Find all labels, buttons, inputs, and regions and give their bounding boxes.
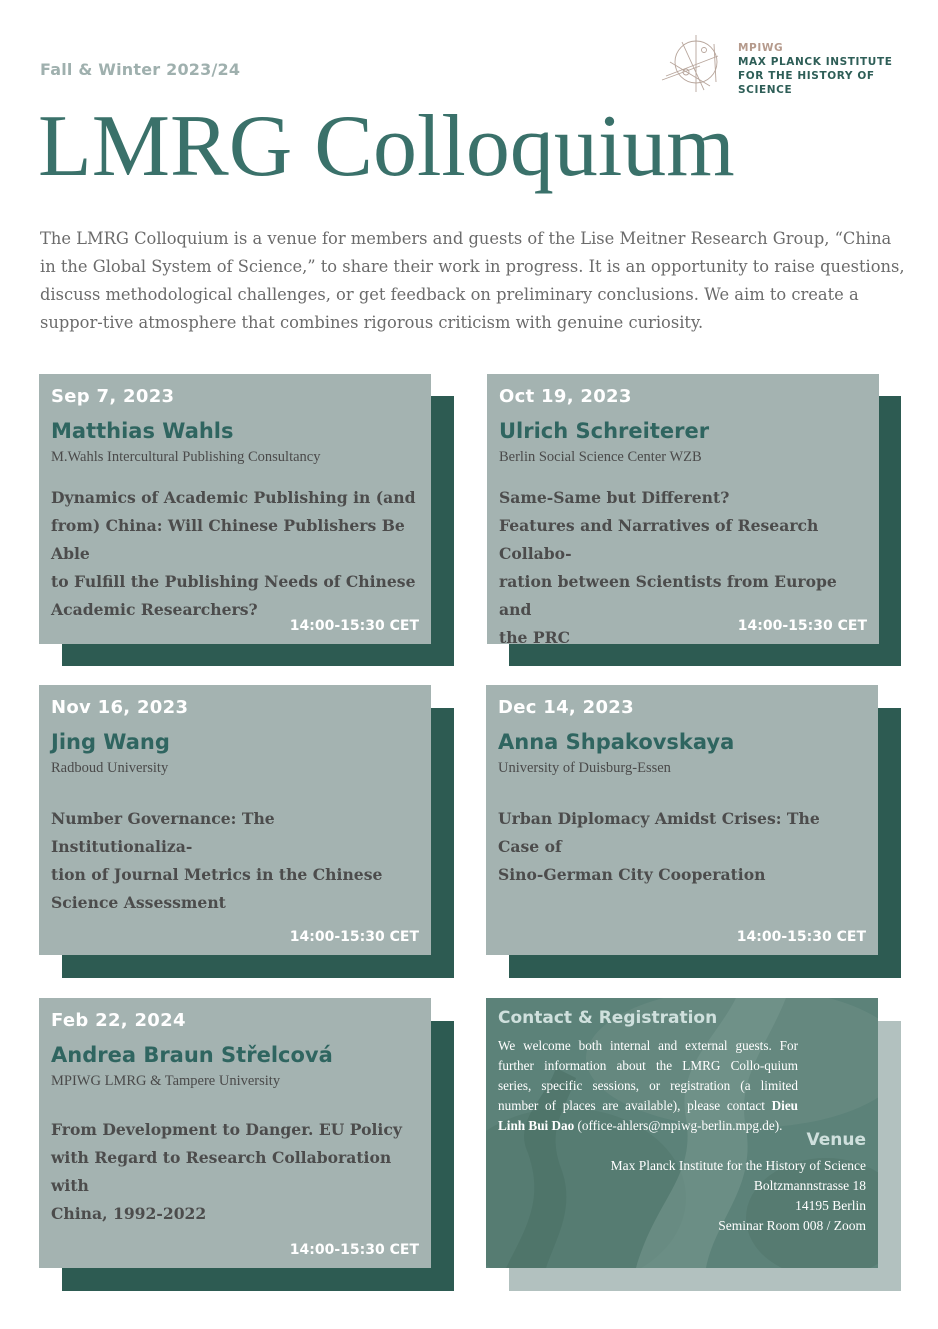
- venue-line: Max Planck Institute for the History of Science: [610, 1158, 866, 1173]
- speaker-affiliation: MPIWG LMRG & Tampere University: [51, 1073, 281, 1089]
- speaker-name: Ulrich Schreiterer: [499, 419, 710, 443]
- session-time: 14:00-15:30 CET: [736, 929, 866, 945]
- session-card: [39, 374, 431, 644]
- institute-emblem-icon: [660, 32, 722, 96]
- contact-text: [498, 1036, 798, 1136]
- talk-title-line: Science Assessment: [51, 893, 226, 912]
- venue-address: [498, 1156, 866, 1236]
- venue-line: 14195 Berlin: [795, 1198, 866, 1213]
- contact-email-text: (office-ahlers@mpiwg-berlin.mpg.de).: [574, 1118, 783, 1133]
- session-time: 14:00-15:30 CET: [737, 618, 867, 634]
- contact-heading: Contact & Registration: [498, 1008, 718, 1028]
- talk-title-line: with Regard to Research Collaboration with: [51, 1148, 392, 1195]
- session-date: Nov 16, 2023: [51, 697, 189, 718]
- talk-title: [51, 1116, 419, 1228]
- talk-title-line: Same-Same but Different?: [499, 488, 730, 507]
- contact-panel: [486, 998, 878, 1268]
- talk-title-line: Urban Diplomacy Amidst Crises: The Case of: [498, 809, 820, 856]
- session-date: Sep 7, 2023: [51, 386, 175, 407]
- talk-title: [51, 805, 419, 917]
- session-time: 14:00-15:30 CET: [289, 618, 419, 634]
- venue-heading: Venue: [806, 1130, 866, 1150]
- session-card: [487, 374, 879, 644]
- session-card: [39, 685, 431, 955]
- talk-title: [498, 805, 866, 889]
- speaker-affiliation: Radboud University: [51, 760, 169, 776]
- logo-abbreviation: MPIWG: [738, 42, 784, 54]
- session-time: 14:00-15:30 CET: [289, 1242, 419, 1258]
- talk-title-line: From Development to Danger. EU Policy: [51, 1120, 402, 1139]
- speaker-name: Anna Shpakovskaya: [498, 730, 735, 754]
- speaker-affiliation: University of Duisburg-Essen: [498, 760, 671, 776]
- talk-title-line: Dynamics of Academic Publishing in (and: [51, 488, 416, 507]
- talk-title-line: Sino-German City Cooperation: [498, 865, 766, 884]
- logo-line-1: MAX PLANCK INSTITUTE: [738, 56, 893, 68]
- mpiwg-logo: [660, 32, 910, 96]
- intro-paragraph: The LMRG Colloquium is a venue for members and guests of the Lise Meitner Research Group, “China in the Global System of Science,” to share their work in progress. It is an opportunity to raise questions, discuss methodological challenges, or get feedback on preliminary conclusions. We aim to create a suppor-tive atmosphere that combines rigorous criticism with genuine curiosity.: [40, 229, 905, 332]
- contact-text-intro: We welcome both internal and external guests. For further information about the LMRG Collo-quium series, specific sessions, or registration (a limited number of places are available), please contact: [498, 1038, 798, 1113]
- speaker-name: Jing Wang: [51, 730, 170, 754]
- season-label: Fall & Winter 2023/24: [40, 60, 241, 79]
- venue-line: Boltzmannstrasse 18: [753, 1178, 866, 1193]
- contact-person-name: Dieu Linh Bui Dao: [498, 1098, 798, 1133]
- speaker-name: Andrea Braun Střelcová: [51, 1043, 333, 1067]
- speaker-affiliation: Berlin Social Science Center WZB: [499, 449, 702, 465]
- page-title: LMRG Colloquium: [38, 98, 735, 195]
- speaker-affiliation: M.Wahls Intercultural Publishing Consultancy: [51, 449, 321, 465]
- talk-title-line: the PRC: [499, 628, 570, 644]
- session-card: [39, 998, 431, 1268]
- session-date: Dec 14, 2023: [498, 697, 634, 718]
- talk-title-line: from) China: Will Chinese Publishers Be Able: [51, 516, 405, 563]
- session-card: [486, 685, 878, 955]
- session-date: Feb 22, 2024: [51, 1010, 186, 1031]
- talk-title-line: tion of Journal Metrics in the Chinese: [51, 865, 383, 884]
- session-date: Oct 19, 2023: [499, 386, 632, 407]
- talk-title-line: ration between Scientists from Europe and: [499, 572, 837, 619]
- talk-title-line: to Fulfill the Publishing Needs of Chinese: [51, 572, 416, 591]
- logo-line-2: FOR THE HISTORY OF SCIENCE: [738, 70, 875, 96]
- speaker-name: Matthias Wahls: [51, 419, 234, 443]
- talk-title-line: China, 1992-2022: [51, 1204, 207, 1223]
- talk-title-line: Academic Researchers?: [51, 600, 258, 619]
- talk-title-line: Features and Narratives of Research Collabo-: [499, 516, 819, 563]
- session-time: 14:00-15:30 CET: [289, 929, 419, 945]
- talk-title: [51, 484, 419, 624]
- logo-text: [738, 41, 910, 97]
- venue-line: Seminar Room 008 / Zoom: [718, 1218, 866, 1233]
- talk-title-line: Number Governance: The Institutionaliza-: [51, 809, 275, 856]
